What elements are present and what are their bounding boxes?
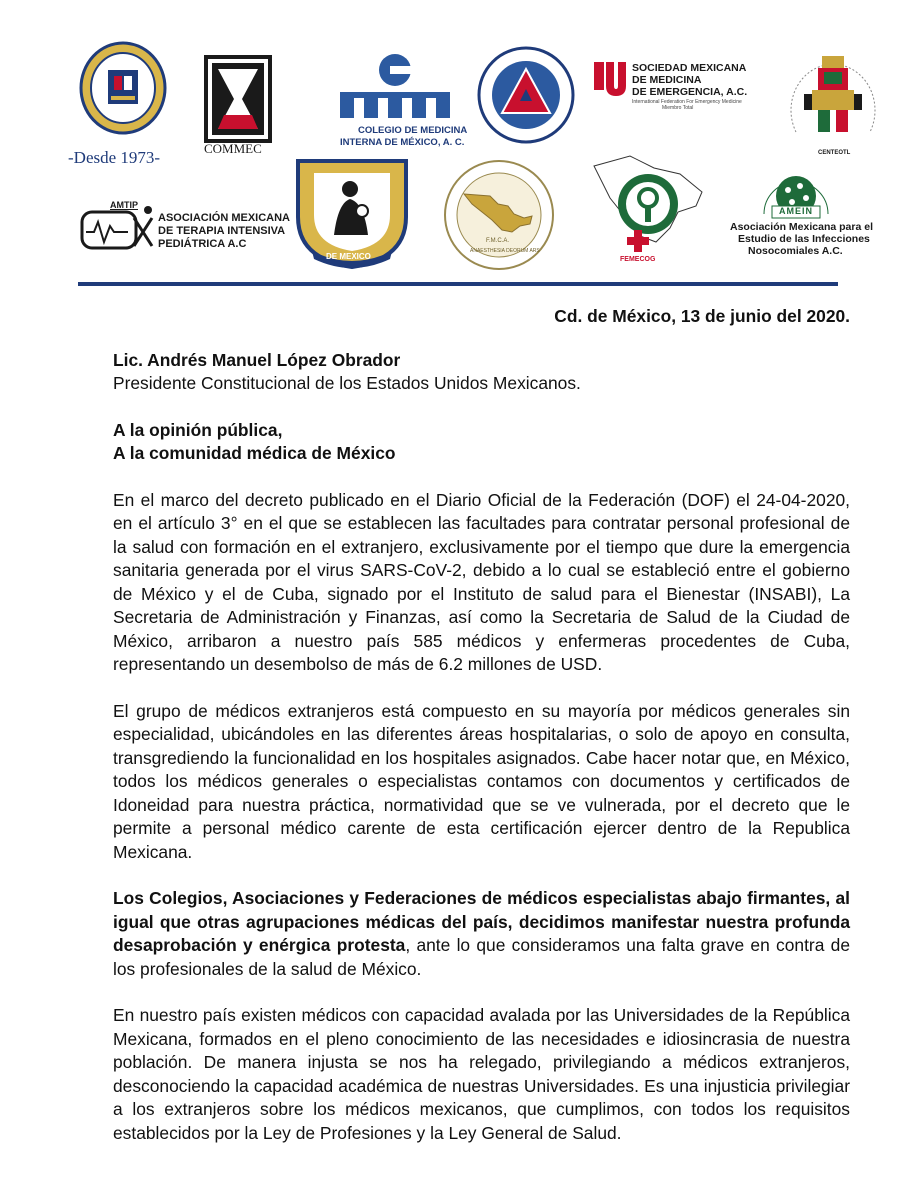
paragraph-2: El grupo de médicos extranjeros está compuesto en su mayoría por médicos generales sin especialidad, ubicándoles en las diferentes áreas hospitalarias, o solo de apoyo en consulta, transgrediendo la funcionalidad en los hospitales asignados. Cabe hacer notar que, en México, todos los médicos generales o especialistas contamos con documentos y certificados de Idoneidad para nuestra práctica, normatividad que se ve vulnerada, por el decreto que le permite a personal médico carente de esta certificación ejercer dentro de la Republica Mexicana. <box>113 700 850 862</box>
logo-amein-line1: Asociación Mexicana para el <box>730 221 873 233</box>
femecog-emblem-icon <box>590 148 708 266</box>
logo-cmim <box>336 52 468 148</box>
letter-date: Cd. de México, 13 de junio del 2020. <box>554 306 850 326</box>
salutation-line-1: A la opinión pública, <box>113 419 283 440</box>
cmim-emblem-icon <box>336 52 454 120</box>
logo-fmca-inner: F.M.C.A. <box>486 238 510 244</box>
logo-amtip-line3: PEDIÁTRICA A.C <box>158 238 247 250</box>
logo-cmim-caption-2: INTERNA DE MÉXICO, A. C. <box>340 137 465 148</box>
salutation-line-2: A la comunidad médica de México <box>113 443 396 463</box>
logo-amtip-line2: DE TERAPIA INTENSIVA <box>158 225 286 237</box>
logo-colegio-caption: -Desde 1973- <box>68 148 161 167</box>
logo-amein-line2: Estudio de las Infecciones <box>738 233 870 245</box>
recipient-title: Presidente Constitucional de los Estados Unidos Mexicanos. <box>113 373 581 393</box>
header-divider <box>78 282 838 286</box>
triangle-emblem-icon <box>476 45 576 145</box>
letterhead-logos <box>0 0 900 290</box>
recipient-name: Lic. Andrés Manuel López Obrador <box>113 349 401 370</box>
logo-smme <box>594 62 748 111</box>
logo-infectologia <box>788 42 878 156</box>
logo-amtip-badge: AMTIP <box>110 200 138 210</box>
paragraph-1: En el marco del decreto publicado en el Diario Oficial de la Federación (DOF) el 24-04-2020, en el artículo 3° en el que se establecen las facultades para contratar personal profesional de la salud con formación en el extranjero, exclusivamente por el tiempo que dure la emergencia sanitaria generada por el virus SARS-CoV-2, debido a lo cual se estableció entre el gobierno de México y el de Cuba, signado por el Instituto de salud para el Bienestar (INSABI), La Secretaria de Administración y Finanzas, así como la Secretaria de Salud de la Ciudad de México, arribaron a nuestro país 585 médicos y enfermeras procedentes de Cuba, representando un desembolso de más de 6.2 millones de USD. <box>113 489 850 674</box>
logo-fmca-motto: ANAESTHESIA DEORUM ARS <box>470 248 540 254</box>
logo-conapeme <box>292 155 412 271</box>
logo-amein <box>730 162 873 257</box>
logo-smme-line1: SOCIEDAD MEXICANA <box>632 62 747 74</box>
logo-amtip-line1: ASOCIACIÓN MEXICANA <box>158 212 291 224</box>
logo-smme-line2: DE MEDICINA <box>632 74 702 86</box>
paragraph-4: En nuestro país existen médicos con capacidad avalada por las Universidades de la República Mexicana, formados en el pleno conocimiento de las necesidades e idiosincrasia de nuestra población. De manera injusta se nos ha relegado, privilegiando a médicos extranjeros, desconociendo la capacidad académica de nuestras Universidades. Es una injusticia privilegiar a los extranjeros sobre los médicos mexicanos, que cumplimos, con todos los requisitos establecidos por la Ley de Profesiones y la Ley General de Salud. <box>113 1005 850 1143</box>
logo-commec-caption: COMMEC <box>204 141 262 156</box>
logo-colegio-seal <box>68 40 168 167</box>
logo-fmca <box>442 158 556 272</box>
paragraph-3 <box>113 887 850 981</box>
paragraph-3-bold: Los Colegios, Asociaciones y Federaciones de médicos especialistas abajo firmantes, al igual que otras agrupaciones médicas del país, decidimos manifestar nuestra profunda desaprobación y enérgica protesta <box>113 888 850 955</box>
aztec-figure-icon <box>788 42 878 152</box>
logo-urgencias <box>476 45 576 145</box>
logo-amtip <box>78 200 291 252</box>
logo-amein-badge: AMEIN <box>779 206 813 216</box>
hourglass-icon <box>204 55 272 143</box>
logo-amein-line3: Nosocomiales A.C. <box>748 245 843 257</box>
logo-smme-sub1: International Federation For Emergency Medicine <box>632 99 742 105</box>
logo-femecog-caption: FEMECOG <box>620 256 656 263</box>
seal-emblem-icon <box>78 40 168 150</box>
paragraph-3-rest: , ante lo que consideramos una falta grave en contra de los profesionales de la salud de México. <box>113 935 850 979</box>
logo-commec <box>204 55 272 156</box>
smme-u-icon <box>594 62 628 104</box>
mexico-map-icon <box>442 158 556 272</box>
logo-smme-line3: DE EMERGENCIA, A.C. <box>632 86 748 98</box>
logo-femecog <box>590 148 708 266</box>
recipient-block <box>113 349 850 396</box>
logo-smme-sub2: Miembro Total <box>662 105 694 111</box>
logo-infectologia-caption: CENTEOTL <box>818 150 851 156</box>
salutation-block <box>113 419 850 466</box>
logo-conapeme-bottom: DE MEXICO <box>326 252 371 261</box>
letter-body <box>113 300 850 1145</box>
logo-cmim-caption-1: COLEGIO DE MEDICINA <box>358 125 468 136</box>
